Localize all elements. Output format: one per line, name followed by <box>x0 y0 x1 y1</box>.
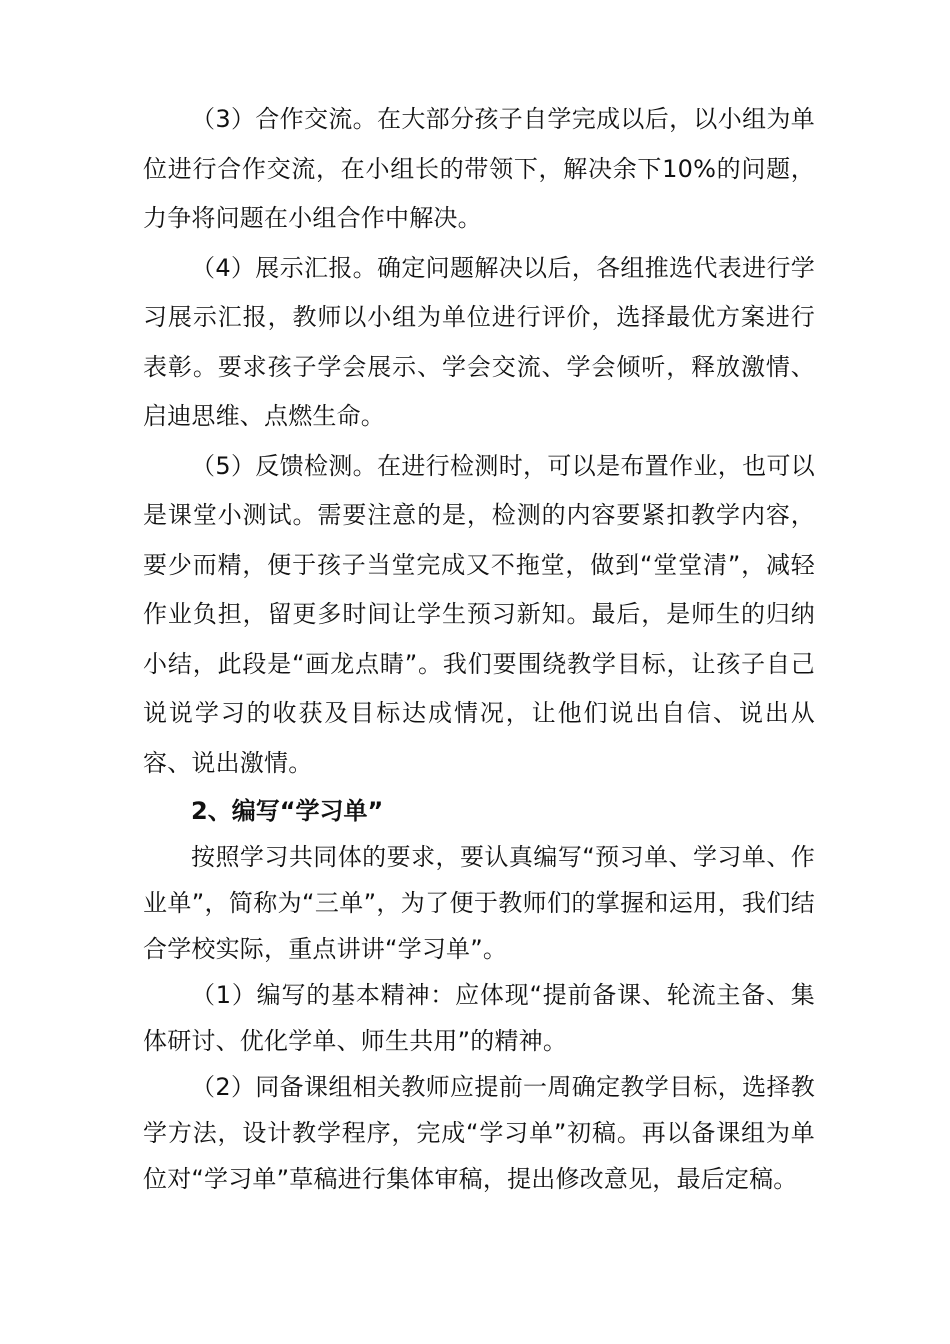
paragraph-presentation: （4）展示汇报。确定问题解决以后，各组推选代表进行学习展示汇报，教师以小组为单位进行评价，选择最优方案进行表彰。要求孩子学会展示、学会交流、学会倾听，释放激情、启迪思维、点燃生命。 <box>143 253 815 430</box>
paragraph-cooperation: （3）合作交流。在大部分孩子自学完成以后，以小组为单位进行合作交流，在小组长的带领下，解决余下10%的问题，力争将问题在小组合作中解决。 <box>143 105 815 232</box>
paragraph-feedback-test: （5）反馈检测。在进行检测时，可以是布置作业，也可以是课堂小测试。需要注意的是，检测的内容要紧扣教学内容，要少而精，便于孩子当堂完成又不拖堂，做到“堂堂清”，减轻作业负担，留更多时间让学生预习新知。最后，是师生的归纳小结，此段是“画龙点睛”。我们要围绕教学目标，让孩子自己说说学习的收获及目标达成情况，让他们说出自信、说出从容、说出激情。 <box>143 451 815 777</box>
paragraph-drafting-process: （2）同备课组相关教师应提前一周确定教学目标，选择教学方法，设计教学程序，完成“学习单”初稿。再以备课组为单位对“学习单”草稿进行集体审稿，提出修改意见，最后定稿。 <box>143 1073 815 1193</box>
paragraph-three-sheets: 按照学习共同体的要求，要认真编写“预习单、学习单、作业单”，简称为“三单”，为了便于教师们的掌握和运用，我们结合学校实际，重点讲讲“学习单”。 <box>143 843 815 963</box>
section-heading: 2、编写“学习单” <box>191 797 384 825</box>
document-body <box>143 95 815 1202</box>
paragraph-basic-spirit: （1）编写的基本精神：应体现“提前备课、轮流主备、集体研讨、优化学单、师生共用”的精神。 <box>143 981 815 1055</box>
